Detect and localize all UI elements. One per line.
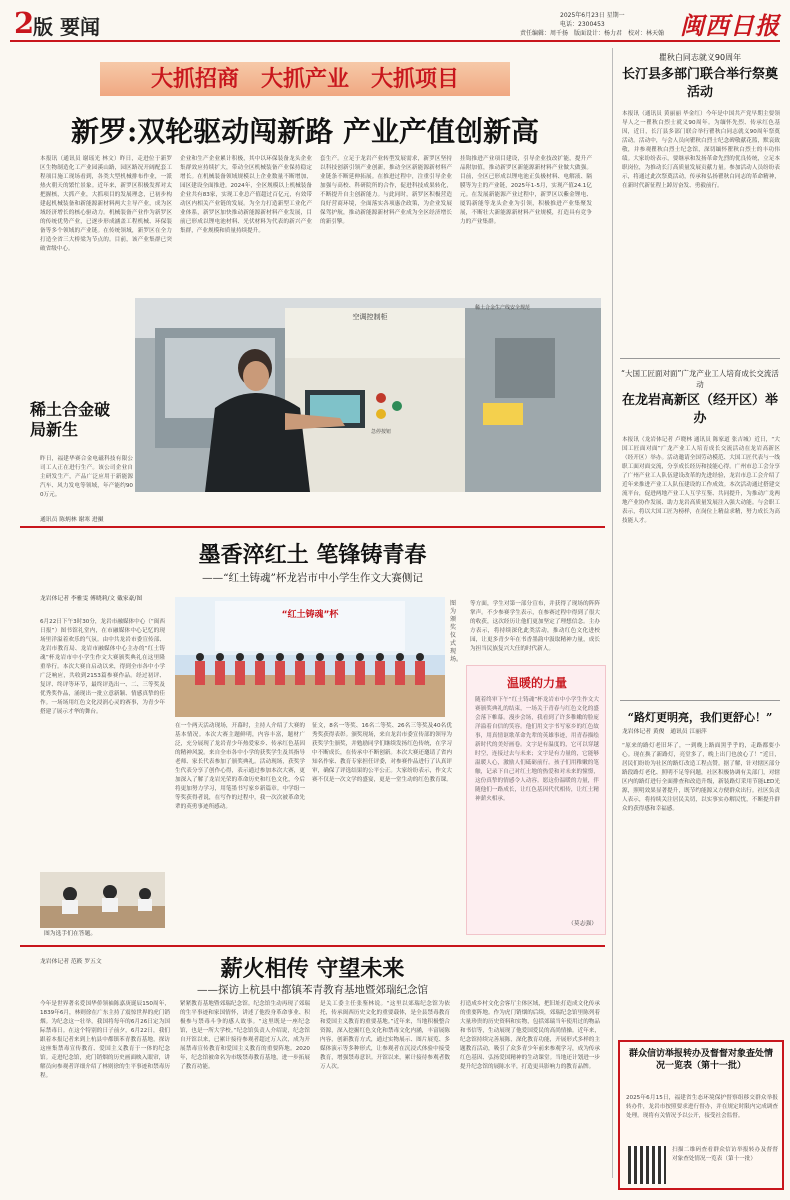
bottom-subtitle: ——探访上杭县中都镇苯青教育基地暨郊瑞纪念馆 bbox=[197, 984, 428, 996]
phone: 电话：2300453 bbox=[560, 21, 605, 28]
lead-col-4: 挂钩推进产业项目建设，引导企业技改扩能，提升产品附加值，推动新罗区新能源新材料产业做大做强。目前，全区已形成以锂电池正负极材料、电解液、隔膜等为主的产业链，2025年1-5月，实现产值24.1亿元。在发展新能源产业过程中，新罗区以紫金锂电、厦钨新能等龙头企业为引领，积极推进产业集聚发展，不断壮大新能源新材料产业规模，打造具有竞争力的产业集群。 bbox=[460, 156, 592, 225]
right-top-body: 本报讯（通讯员 黄丽丽 毕金红）今年是中国共产党早期主要领导人之一瞿秋白烈士就义90周年。为缅怀先烈、传承红色基因，近日，长汀县多部门联合举行瞿秋白同志就义90周年祭奠活动。活动中，与会人员向瞿秋白烈士纪念碑敬献花篮，默哀致敬，并参观瞿秋白烈士纪念馆，深切缅怀瞿秋白烈士的丰功伟绩。大家纷纷表示，要继承和发扬革命先烈的优良传统，立足本职岗位，为推动长汀高质量发展贡献力量。参加活动人员纷纷表示，将通过此次祭奠活动，传承和弘扬瞿秋白同志的革命精神，在新时代新征程上踔厉奋发、勇毅前行。 bbox=[622, 111, 780, 189]
photo1-caption-title: 稀土合金破局新生 bbox=[30, 400, 111, 439]
lead-col-3: 套生产。立足于龙岩产业转型发展需求，新罗区坚持以科技创新引领产业创新，推动全区新能源新材料产业链条不断延伸拓展。在推进过程中，注重引导企业加强与高校、科研院所的合作，促进科技成果转化，不断提升自主创新能力。与此同时，新罗区积极营造良好营商环境，全面落实各项惠企政策，为企业发展保驾护航，推动新能源新材料产业成为全区经济增长的新引擎。 bbox=[320, 156, 452, 225]
banner-text: 大抓招商 大抓产业 大抓项目 bbox=[150, 66, 459, 92]
sidebox-author: （莫志强） bbox=[568, 921, 597, 927]
issue-date: 2025年6月23日 星期一 bbox=[560, 12, 625, 19]
wall-sign: 稀土合金生产线安全规范 bbox=[475, 305, 531, 311]
mid-col-2: 在一个两天活动现场，开幕时，主持人介绍了大赛的基本情况。本次大赛主题鲜明，内容丰富，题材广泛，充分展现了龙岩青少年热爱家乡、传承红色基因的精神风貌。来自全市各中小学的获奖学生及其指导老师、家长代表参加了颁奖典礼。活动现场，获奖学生代表分享了创作心得，表示通过参加本次大赛，更加深入了解了龙岩光荣的革命历史和红色文化，今后将更加努力学习，用笔墨书写家乡新篇章。中学组一等奖获得者说，在写作的过程中，我一次次被革命先辈的英勇事迹所感动。 bbox=[175, 723, 305, 810]
mid-photo2-caption: 图为选手们在答题。 bbox=[44, 931, 97, 937]
bottom-headline: 薪火相传 守望未来 bbox=[220, 956, 405, 982]
mid-photo-caption: 图为颁奖仪式现场。 bbox=[450, 600, 463, 663]
right-top-kicker: 瞿秋白同志就义90周年 bbox=[658, 53, 742, 62]
estop-label: 急停按钮 bbox=[371, 429, 392, 435]
campaign-banner bbox=[100, 62, 510, 96]
masthead bbox=[0, 0, 790, 44]
page-section-name: 版 要闻 bbox=[33, 15, 100, 39]
photo1-caption: 昨日，福建华赛合金电磁科技有限公司工人正在进行生产。该公司企业自主研发生产，产品广泛应用于新能源汽车、风力发电等领域，年产能约900万元。 bbox=[40, 456, 133, 498]
page-number: 2 bbox=[14, 6, 35, 40]
right-mid-kicker: “大国工匠面对面”广龙产业工人培育成长交流活动 bbox=[621, 369, 779, 389]
lead-headline: 新罗:双轮驱动闯新路 产业产值创新高 bbox=[70, 115, 540, 148]
qr-note: 扫描二维码查看群众信访举报转办及督督对象查处情况一览表（第十一批） bbox=[672, 1147, 778, 1162]
mid-col-1: 6月22日下午3时30分，龙岩市融媒体中心（“闽西日报”）图书馆礼堂内，在市融媒体中心记忆的现场里洋溢着欢乐的气氛。由中共龙岩市委宣传部、龙岩市教育局、龙岩市融媒体中心主办的“红土铸魂”杯龙岩市中小学生作文大赛颁奖典礼在这里隆重举行。本次大赛自启动以来，得到全市各中小学广泛响应，共收到2153篇参赛作品。经过初评、复评、终评等环节，最终评选出一、二、三等奖及优秀奖作品，涌现出一批立意新颖、情感真挚的佳作。一场场用红色文化浸润心灵的赛事，为青少年搭建了展示才华的舞台。 bbox=[40, 619, 165, 715]
newspaper-logo: 闽西日报 bbox=[680, 11, 780, 40]
lead-col-2: 企业和生产企业累计积极，其中以环保装备龙头企业集群效应持续扩大，带动全区机械装备产业保持稳定增长。在机械装备领域规模以上企业数量不断增加，园区建设全面推进。2024年，全区规模以上机械装备企业共有83家，实现工业总产值超过百亿元，有效带动区内相关产业链的发展。为全力打造新型工业化产业体系，新罗区加快推动新能源新材料产业发展，目前已形成以锂电池材料、光伏材料为代表的新兴产业集群，产业规模和质量持续提升。 bbox=[180, 156, 312, 234]
factory-photo-illustration bbox=[135, 298, 601, 492]
right-low-body: “原来的路灯老旧坏了，一到晚上路面黑乎乎的，走路都要小心。现在换了新路灯，亮堂多了，晚上出门也放心了！”近日，居民们纷纷为社区的路灯改造工程点赞。据了解，针对辖区部分路段路灯老化、照明不足等问题，社区积极协调有关部门，对辖区内的路灯进行全面排查和改造升级，新装路灯采用节能LED光源，照明效果显著提升，既节约能源又方便群众出行。社区负责人表示，将持续关注居民关切，以实事实办解民忧，不断提升群众的获得感和幸福感。 bbox=[622, 743, 780, 812]
qr-code[interactable] bbox=[628, 1146, 666, 1184]
machine-sign: 空调控制柜 bbox=[352, 313, 388, 321]
mid-col-4: 等方面，学生对第一部分宣布，并获得了现场的阵阵掌声。不少参赛学生表示，在参赛过程中得到了很大的收获，这次经历让他们更加坚定了理想信念。主办方表示，将持续深化此类活动，推动红色文化进校园，让更多青少年在书香墨韵中汲取精神力量，成长为担当民族复兴大任的时代新人。 bbox=[470, 601, 600, 652]
right-mid-headline: 在龙岩高新区（经开区）举办 bbox=[621, 393, 778, 426]
bottom-byline: 龙岩体记者 范筱 罗五文 bbox=[40, 959, 102, 965]
right-mid-body: 本报讯（龙岩体记者 卢晓林 通讯员 陈家道 张吉城）近日，“大国工匠面对面”广龙产业工人培育成长交流活动在龙岩高新区（经开区）举办。活动邀请全国劳动模范、大国工匠代表与一线职工面对面交流，分享成长经历和技能心得。广州市总工会分享了广州产业工人队伍建设改革的先进经验，龙岩市总工会介绍了近年来推进产业工人队伍建设的工作成效。本次活动通过搭建交流平台，促进两地产业工人互学互鉴、共同提升，为推动广龙两地产业协作发展、助力龙岩高质量发展注入强大动能。与会职工表示，将以大国工匠为榜样，在岗位上精益求精，努力成长为高技能人才。 bbox=[622, 437, 780, 524]
mid-photo-2 bbox=[40, 872, 165, 928]
lead-col-1: 本报讯（通讯员 谢瑶光 林文）昨日，走进位于新罗区生物制造化工产业园溪山路，园区路况开阔配套工程项目施工现场看到，各类大型机械排布作业，一派热火朝天的繁忙景象。近年来，新罗区积极发挥对太把握核，大抓产业，大抓项目的发展理念，已初步构建起机械装备和新能源新材料两大主导产业，成为区域经济增长的核心驱动力。机械装备产业作为新罗区的传统优势产业，已逐步形成涵盖工程机械、环保装备等多个领域的产业链。在传统领域，新罗区在全力打造全省三大桥梁为节点的。目前，该产业集群已突破省级中心。 bbox=[40, 156, 172, 252]
bottom-col-3: 是关工委主任张鉴林说。“这里以郊瑞纪念馆为依托，传承闽西历史文化的重要载体，是全县禁毒教育和爱国主义教育的重要基地。”近年来，当地积极整合资源，深入挖掘红色文化和禁毒文化内涵，丰富展陈内容，创新教育方式，通过实物展示、图片展览、多媒体演示等多种形式，让参观者在沉浸式体验中接受教育，增强禁毒意识。开馆以来，累计接待参观者数万人次。 bbox=[320, 1001, 450, 1070]
mid-subtitle: ——“红土铸魂”杯龙岩市中小学生作文大赛侧记 bbox=[202, 572, 423, 584]
mid-byline: 龙岩体记者 李雅雯 傅晓莉/文 戴家豪/图 bbox=[40, 596, 143, 602]
right-top-headline: 长汀县多部门联合举行祭奠活动 bbox=[621, 67, 778, 100]
sidebox bbox=[466, 665, 606, 935]
report-box-body: 2025年6月15日，福建省生态环境保护督察组移交群众举报转办件，龙岩市按照要求进行督办，并在规定时限内完成调查处理。现将有关情况予以公开，接受社会监督。 bbox=[626, 1095, 778, 1119]
editors-line: 责任编辑：周千扬 版面设计：杨力君 校对：林天翰 bbox=[520, 30, 665, 37]
right-low-byline: 龙岩体记者 黄俊 通讯员 江丽萍 bbox=[622, 729, 707, 735]
mid-headline: 墨香淬红土 笔锋铸青春 bbox=[198, 542, 427, 568]
bottom-col-1: 今年是世界著名爱国华侨领袖陈嘉庚诞辰150周年，1839年6月，林则徐在广东主持了震惊世界的虎门销烟。为纪念这一壮举，我国将每年的6月26日定为国际禁毒日。在这个特别的日子前夕，6月22日，我们跟着本报记者来到上杭县中都镇苯青教育基地，探访这座集禁毒宣传教育、爱国主义教育于一体的纪念馆。走进纪念馆，虎门销烟的历史画面映入眼帘，讲解员向参观者详细介绍了林则徐的生平事迹和禁毒历程。 bbox=[40, 1001, 170, 1079]
sidebox-title: 温暖的力量 bbox=[506, 676, 567, 690]
students-writing-illustration bbox=[40, 872, 165, 928]
report-box-title: 群众信访举报转办及督督对象查处情况一览表（第十一批） bbox=[628, 1049, 773, 1071]
mid-col-3: 征文，8名一等奖、16名二等奖、26名三等奖及40名优秀奖获得表彰。颁奖现场，来自龙岩市委宣传部的领导为获奖学生颁奖，并勉励同学们继续发扬红色传统，在学习中不断成长，在传承中不断创新。本次大赛还邀请了省内知名作家、教育专家担任评委，对参赛作品进行了认真评审，确保了评选结果的公平公正。大家纷纷表示，作文大赛不仅是一次文学的盛宴，更是一堂生动的红色教育课。 bbox=[312, 723, 452, 783]
right-low-headline: “路灯更明亮，我们更舒心！” bbox=[627, 711, 773, 724]
sidebox-body: 随着终审下午“红土铸魂”杯龙岩市中小学生作文大赛颁奖典礼的结束，一场关于青春与红色文化的盛会落下帷幕。漫步会场，我看到了许多稚嫩的脸庞洋溢着自信的笑容。他们用文字书写家乡的红色故事，用真情讴歌革命先辈的英雄事迹，用青春描绘新时代的美好画卷。文字是有温度的，它可以穿越时空，连接过去与未来；文字是有力量的，它能够温暖人心，激励人们砥砺前行。孩子们用稚嫩的笔触，记录下自己对红土地的热爱和对未来的憧憬，这份真挚的情感令人动容。愿这份温暖的力量，伴随他们一路成长，让红色基因代代相传，让红土精神薪火相承。 bbox=[475, 697, 599, 802]
bottom-col-2: 紧紧教育基地暨郊瑞纪念馆。纪念馆生动再现了郊瑞的生平事迹和家国情怀，讲述了他投身革命事业、积极参与禁毒斗争的感人故事。“这里既是一座纪念馆，也是一所大学校。”纪念馆负责人介绍说，纪念馆自开馆以来，已累计接待参观者超过万人次，成为开展禁毒宣传教育和爱国主义教育的重要阵地。2020年，纪念馆被命名为市级禁毒教育基地，进一步拓展了教育功能。 bbox=[180, 1001, 310, 1070]
report-box bbox=[618, 1040, 784, 1190]
mid-photo bbox=[175, 597, 445, 717]
bottom-col-4: 打造成乡村文化会客厅主体区域，把旧址打造成文化传承的重要阵地。作为虎门销烟的后续，郊瑞纪念馆里陈列着大量珍贵的历史资料和实物，包括郊瑞当年使用过的物品和书信等，生动展现了他爱国爱民的高尚情操。近年来，纪念馆持续完善展陈，深化教育功能，开展形式多样的主题教育活动，吸引了众多青少年前来参观学习，成为传承红色基因、弘扬爱国精神的生动课堂。当地还计划进一步提升纪念馆的展陈水平，打造更具影响力的教育品牌。 bbox=[460, 1001, 600, 1070]
ceremony-banner-text: “红土铸魂”杯 bbox=[281, 610, 339, 620]
photo1-credit: 通讯员 陈炳林 谢寒 进摄 bbox=[40, 517, 104, 523]
lead-photo bbox=[135, 298, 601, 492]
